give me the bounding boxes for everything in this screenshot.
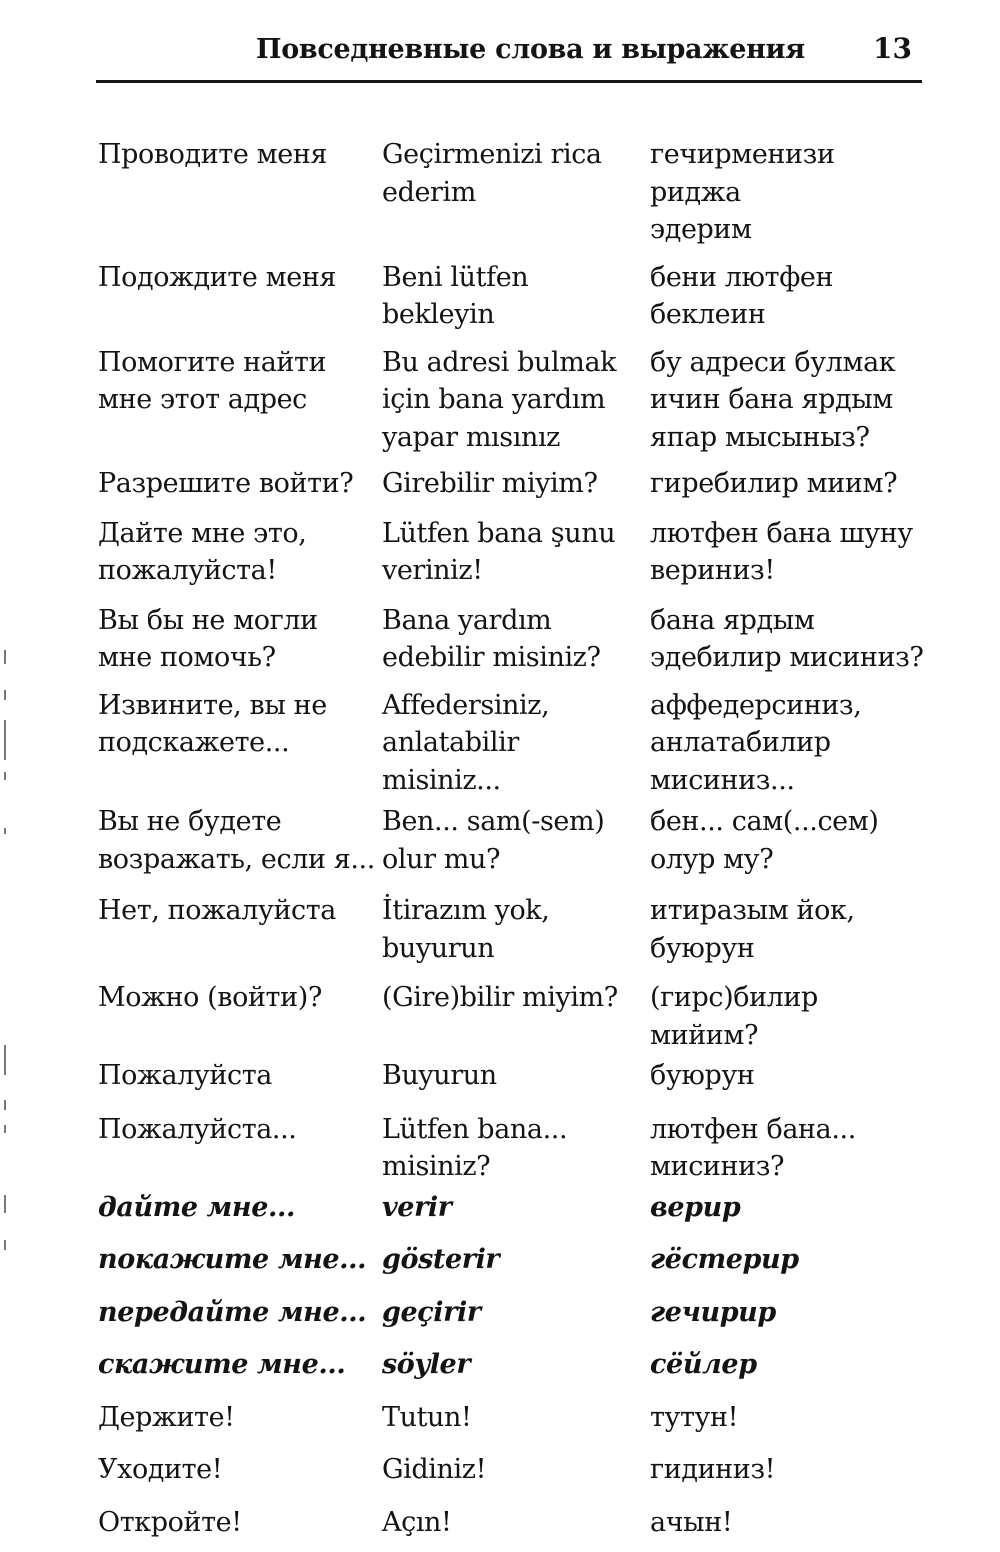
phrase-row (98, 1399, 928, 1437)
transliteration: аффедерсиниз, анлатабилир мисиниз... (650, 689, 862, 796)
russian-phrase: Пожалуйста (98, 1060, 272, 1091)
russian-phrase: Уходите! (98, 1454, 223, 1485)
russian-phrase: Помогите найти мне этот адрес (98, 346, 327, 415)
transliteration: гечирир (650, 1296, 776, 1328)
phrase-row (98, 803, 928, 878)
transliteration: гидиниз! (650, 1454, 776, 1485)
phrase-row (98, 1057, 928, 1095)
phrase-row (98, 892, 928, 967)
transliteration: лютфен бана шуну вериниз! (650, 517, 913, 586)
turkish-phrase: söyler (382, 1349, 471, 1380)
header-title: Повседневные слова и выражения (256, 34, 805, 65)
phrase-row (98, 687, 928, 800)
russian-phrase: Пожалуйста... (98, 1113, 297, 1145)
russian-phrase: скажите мне... (98, 1349, 346, 1380)
transliteration: гиребилир миим? (650, 468, 898, 499)
transliteration: гечирменизи риджа эдерим (650, 139, 835, 245)
turkish-phrase: gösterir (382, 1244, 500, 1275)
russian-phrase: дайте мне... (98, 1191, 295, 1223)
russian-phrase: Проводите меня (98, 139, 328, 170)
page-header (96, 30, 922, 83)
turkish-phrase: Bana yardım edebilir misiniz? (382, 604, 601, 673)
russian-phrase: Разрешите войти? (98, 468, 354, 499)
turkish-phrase: Lütfen bana şunu veriniz! (382, 517, 616, 586)
turkish-phrase: Beni lütfen bekleyin (382, 261, 529, 330)
turkish-phrase: Geçirmenizi rica ederim (382, 139, 602, 208)
phrase-table (98, 136, 928, 1541)
page-number: 13 (873, 32, 912, 65)
phrase-row (98, 1241, 928, 1279)
turkish-phrase: Affedersiniz, anlatabilir misiniz... (382, 689, 550, 796)
turkish-phrase: Bu adresi bulmak için bana yardım yapar mısınız (382, 346, 617, 453)
phrase-row (98, 1294, 928, 1332)
phrase-row (98, 602, 928, 677)
phrase-row (98, 1451, 928, 1489)
russian-phrase: Можно (войти)? (98, 982, 322, 1013)
turkish-phrase: Ben... sam(-sem) olur mu? (382, 806, 605, 875)
russian-phrase: Вы не будете возражать, если я... (98, 806, 375, 875)
phrase-row (98, 465, 928, 503)
transliteration: (гирс)билир мийим? (650, 982, 818, 1051)
russian-phrase: Дайте мне это, пожалуйста! (98, 517, 307, 586)
russian-phrase: передайте мне... (98, 1296, 367, 1328)
margin-scan-marks (4, 0, 10, 1552)
turkish-phrase: Gidiniz! (382, 1454, 487, 1485)
phrase-row (98, 515, 928, 590)
phrase-row (98, 1346, 928, 1384)
transliteration: итиразым йок, буюрун (650, 895, 855, 964)
turkish-phrase: Buyurun (382, 1060, 497, 1091)
transliteration: сёйлер (650, 1349, 757, 1380)
transliteration: тутун! (650, 1401, 739, 1433)
turkish-phrase: geçirir (382, 1296, 481, 1328)
transliteration: лютфен бана... мисиниз? (650, 1113, 856, 1182)
transliteration: ачын! (650, 1506, 733, 1538)
transliteration: бен... сам(...сем) олур му? (650, 806, 879, 875)
turkish-phrase: Girebilir miyim? (382, 468, 598, 499)
turkish-phrase: Açın! (382, 1506, 452, 1538)
turkish-phrase: İtirazım yok, buyurun (382, 895, 550, 964)
turkish-phrase: (Gire)bilir miyim? (382, 982, 618, 1013)
phrase-row (98, 259, 928, 334)
phrase-row (98, 136, 928, 249)
russian-phrase: Вы бы не могли мне помочь? (98, 604, 318, 673)
transliteration: бу адреси булмак ичин бана ярдым япар мысыныз? (650, 346, 896, 453)
turkish-phrase: verir (382, 1191, 452, 1223)
transliteration: бана ярдым эдебилир мисиниз? (650, 604, 924, 673)
russian-phrase: Откройте! (98, 1506, 242, 1538)
phrase-row (98, 979, 928, 1054)
phrase-row (98, 1504, 928, 1542)
russian-phrase: покажите мне... (98, 1244, 367, 1275)
turkish-phrase: Tutun! (382, 1401, 472, 1433)
phrase-row (98, 1111, 928, 1186)
transliteration: гёстерир (650, 1244, 799, 1275)
russian-phrase: Извините, вы не подскажете... (98, 689, 327, 758)
turkish-phrase: Lütfen bana... misiniz? (382, 1113, 568, 1182)
russian-phrase: Подождите меня (98, 261, 337, 293)
phrase-row (98, 344, 928, 457)
transliteration: верир (650, 1191, 741, 1223)
phrase-row (98, 1189, 928, 1227)
russian-phrase: Нет, пожалуйста (98, 895, 337, 926)
transliteration: буюрун (650, 1060, 755, 1091)
russian-phrase: Держите! (98, 1401, 235, 1433)
transliteration: бени лютфен беклеин (650, 261, 834, 330)
